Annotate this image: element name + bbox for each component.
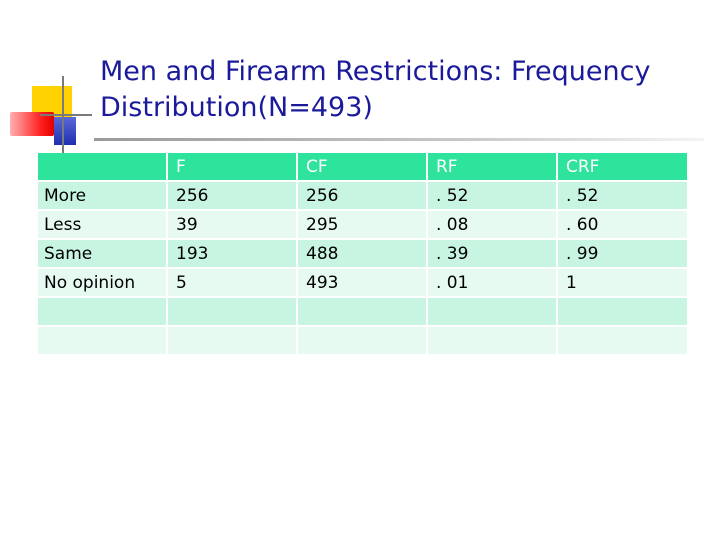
row-label: [38, 327, 166, 354]
slide-title-line-1: Men and Firearm Restrictions: Frequency: [100, 56, 651, 87]
cell-f: [168, 298, 296, 325]
slide-title: [100, 54, 700, 126]
logo-horizontal-line: [40, 114, 92, 116]
table-row: [38, 182, 687, 209]
cell-crf: . 99: [558, 240, 687, 267]
table-row-empty: [38, 298, 687, 325]
row-label: [38, 298, 166, 325]
header-cell-rf: RF: [428, 153, 556, 180]
header-cell-crf: CRF: [558, 153, 687, 180]
cell-rf: . 39: [428, 240, 556, 267]
table-row: [38, 240, 687, 267]
cell-cf: 295: [298, 211, 426, 238]
cell-rf: . 08: [428, 211, 556, 238]
cell-rf: . 01: [428, 269, 556, 296]
cell-cf: 493: [298, 269, 426, 296]
cell-cf: 488: [298, 240, 426, 267]
cell-f: 193: [168, 240, 296, 267]
row-label: Same: [38, 240, 166, 267]
cell-cf: [298, 298, 426, 325]
cell-crf: 1: [558, 269, 687, 296]
cell-rf: . 52: [428, 182, 556, 209]
cell-f: 39: [168, 211, 296, 238]
table-header-row: [38, 153, 687, 180]
cell-f: 5: [168, 269, 296, 296]
slide-title-line-2: Distribution(N=493): [100, 92, 373, 123]
cell-crf: . 52: [558, 182, 687, 209]
header-cell-cf: CF: [298, 153, 426, 180]
cell-cf: [298, 327, 426, 354]
table-row: [38, 269, 687, 296]
title-divider: [94, 138, 704, 141]
cell-f: 256: [168, 182, 296, 209]
cell-rf: [428, 327, 556, 354]
header-cell-f: F: [168, 153, 296, 180]
row-label: More: [38, 182, 166, 209]
cell-crf: . 60: [558, 211, 687, 238]
cell-cf: 256: [298, 182, 426, 209]
table-row: [38, 211, 687, 238]
cell-f: [168, 327, 296, 354]
cell-crf: [558, 298, 687, 325]
row-label: Less: [38, 211, 166, 238]
cell-crf: [558, 327, 687, 354]
cell-rf: [428, 298, 556, 325]
row-label: No opinion: [38, 269, 166, 296]
table-row-empty: [38, 327, 687, 354]
header-cell-blank: [38, 153, 166, 180]
frequency-table: [36, 151, 689, 356]
logo-blue-square: [54, 117, 76, 145]
